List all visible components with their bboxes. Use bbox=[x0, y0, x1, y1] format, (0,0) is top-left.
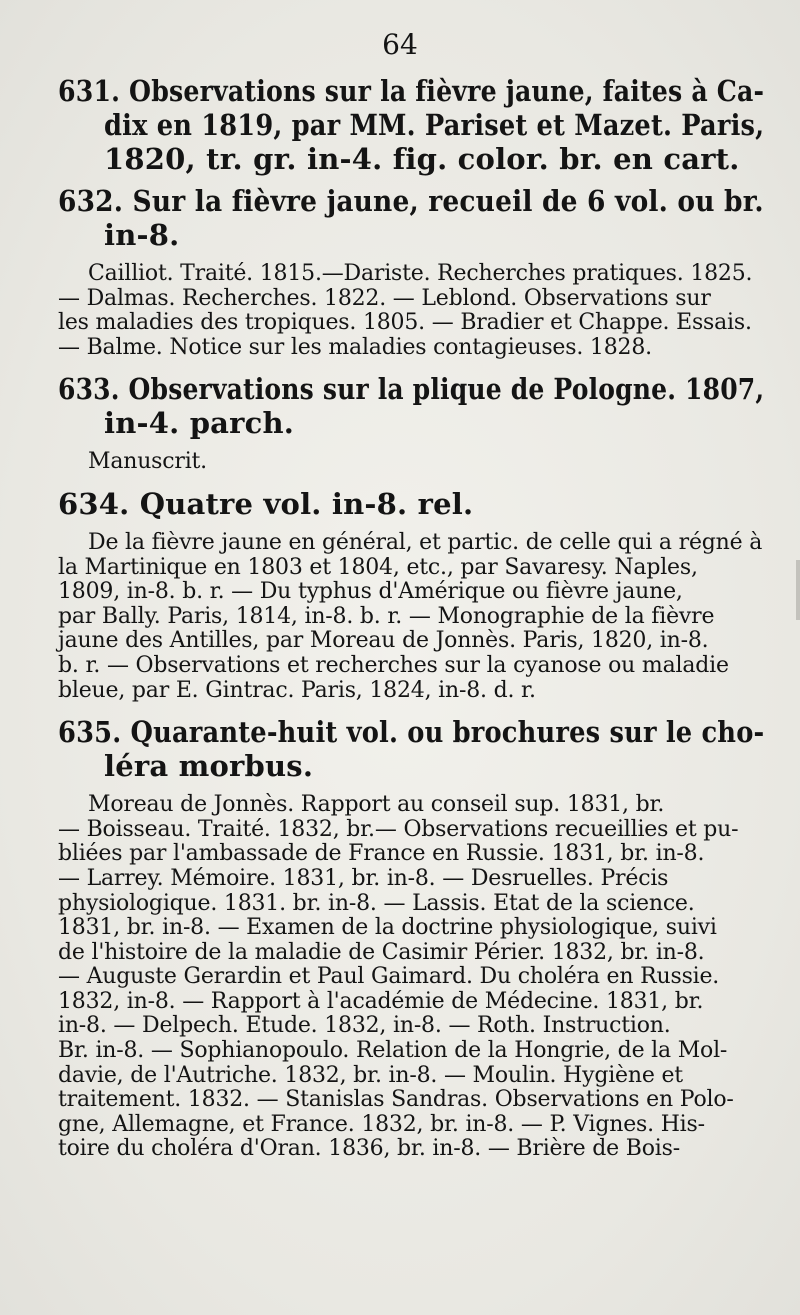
note-line: Br. in-8. — Sophianopoulo. Relation de la Hongrie, de la Mol- bbox=[58, 1038, 728, 1064]
note-line: les maladies des tropiques. 1805. — Bradier et Chappe. Essais. bbox=[58, 310, 752, 336]
entry-title-line: in-8. bbox=[104, 218, 180, 252]
note-line: Moreau de Jonnès. Rapport au conseil sup. 1831, br. bbox=[88, 792, 665, 818]
entry-notes bbox=[58, 531, 764, 703]
note-line: De la fièvre jaune en général, et partic. de celle qui a régné à bbox=[88, 529, 763, 555]
entry-title-line: 634. Quatre vol. in-8. rel. bbox=[58, 486, 474, 521]
entry-title-line: 635. Quarante-huit vol. ou brochures sur le cho- bbox=[58, 715, 765, 750]
entry-title-line: léra morbus. bbox=[104, 749, 314, 784]
entry-633 bbox=[58, 372, 764, 475]
entry-634 bbox=[58, 487, 764, 703]
entry-632 bbox=[58, 184, 764, 360]
note-line: physiologique. 1831. br. in-8. — Lassis. Etat de la science. bbox=[58, 890, 695, 916]
entry-title-line: 633. Observations sur la plique de Pologne. 1807, bbox=[58, 372, 765, 407]
note-line: bliées par l'ambassade de France en Russie. 1831, br. in-8. bbox=[58, 841, 705, 867]
note-line: par Bally. Paris, 1814, in-8. b. r. — Monographie de la fièvre bbox=[58, 603, 715, 629]
note-line: b. r. — Observations et recherches sur la cyanose ou maladie bbox=[58, 652, 729, 678]
note-line: 1809, in-8. b. r. — Du typhus d'Amérique ou fièvre jaune, bbox=[58, 579, 683, 605]
note-line: jaune des Antilles, par Moreau de Jonnès. Paris, 1820, in-8. bbox=[58, 628, 709, 654]
note-line: davie, de l'Autriche. 1832, br. in-8. — Moulin. Hygiène et bbox=[58, 1062, 683, 1088]
note-line: — Balme. Notice sur les maladies contagieuses. 1828. bbox=[58, 334, 652, 360]
note-line: in-8. — Delpech. Etude. 1832, in-8. — Roth. Instruction. bbox=[58, 1013, 671, 1039]
note-line: — Boisseau. Traité. 1832, br.— Observations recueillies et pu- bbox=[58, 816, 739, 842]
note-line: 1831, br. in-8. — Examen de la doctrine physiologique, suivi bbox=[58, 915, 717, 941]
note-line: Cailliot. Traité. 1815.—Dariste. Recherches pratiques. 1825. bbox=[88, 261, 753, 286]
entry-631 bbox=[58, 74, 764, 176]
note-line: traitement. 1832. — Stanislas Sandras. Observations en Polo- bbox=[58, 1087, 734, 1113]
entry-title-line: dix en 1819, par MM. Pariset et Mazet. Paris, bbox=[104, 108, 765, 142]
entry-title-line: in-4. parch. bbox=[104, 406, 295, 441]
catalogue-text bbox=[58, 74, 764, 1162]
note-line: — Dalmas. Recherches. 1822. — Leblond. Observations sur bbox=[58, 285, 711, 311]
note-line: toire du choléra d'Oran. 1836, br. in-8. — Brière de Bois- bbox=[58, 1136, 680, 1162]
note-line: bleue, par E. Gintrac. Paris, 1824, in-8. d. r. bbox=[58, 677, 536, 703]
note-line: — Larrey. Mémoire. 1831, br. in-8. — Desruelles. Précis bbox=[58, 865, 669, 891]
entry-title-line: 631. Observations sur la fièvre jaune, faites à Ca- bbox=[58, 74, 765, 108]
entry-title-line: 632. Sur la fièvre jaune, recueil de 6 vol. ou br. bbox=[58, 184, 764, 218]
note-line: — Auguste Gerardin et Paul Gaimard. Du choléra en Russie. bbox=[58, 964, 720, 990]
entry-title-line: 1820, tr. gr. in-4. fig. color. br. en cart. bbox=[104, 142, 740, 176]
note-line: de l'histoire de la maladie de Casimir Périer. 1832, br. in-8. bbox=[58, 939, 705, 965]
entry-notes bbox=[58, 450, 764, 475]
note-line: gne, Allemagne, et France. 1832, br. in-8. — P. Vignes. His- bbox=[58, 1111, 705, 1137]
note-line: Manuscrit. bbox=[88, 449, 207, 475]
entry-notes bbox=[58, 262, 764, 360]
note-line: la Martinique en 1803 et 1804, etc., par Savaresy. Naples, bbox=[58, 554, 698, 580]
entry-notes bbox=[58, 793, 764, 1162]
note-line: 1832, in-8. — Rapport à l'académie de Médecine. 1831, br. bbox=[58, 988, 704, 1014]
page-edge-shadow bbox=[796, 560, 800, 620]
page-number: 64 bbox=[382, 28, 418, 61]
entry-635 bbox=[58, 715, 764, 1162]
